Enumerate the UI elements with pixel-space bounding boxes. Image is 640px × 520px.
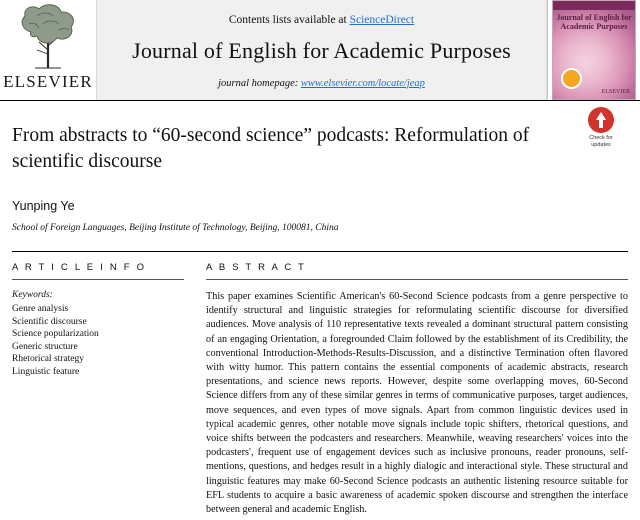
abstract-column bbox=[198, 262, 628, 517]
journal-header-center bbox=[96, 0, 547, 100]
author-affiliation: School of Foreign Languages, Beijing Institute of Technology, Beijing, 100081, China bbox=[12, 223, 339, 233]
list-item: Genre analysis bbox=[12, 304, 69, 314]
cover-orange-circle-icon bbox=[561, 68, 582, 89]
cover-elsevier-wordmark: ELSEVIER bbox=[601, 89, 630, 95]
crossmark-badge[interactable] bbox=[580, 107, 622, 148]
journal-title: Journal of English for Academic Purposes bbox=[132, 37, 511, 63]
article-info-column bbox=[12, 262, 198, 517]
crossmark-label-line2: updates bbox=[591, 141, 611, 148]
cover-journal-name: Journal of English for Academic Purposes bbox=[556, 13, 632, 31]
article-info-heading: A R T I C L E I N F O bbox=[12, 262, 147, 273]
journal-masthead bbox=[0, 0, 640, 101]
elsevier-wordmark: ELSEVIER bbox=[3, 72, 93, 91]
author-name: Yunping Ye bbox=[12, 199, 75, 213]
page-title: From abstracts to “60-second science” podcasts: Reformulation of scientific discourse bbox=[12, 125, 530, 172]
article-title-area bbox=[0, 101, 640, 233]
info-abstract-columns bbox=[0, 262, 640, 517]
crossmark-label bbox=[580, 135, 622, 148]
contents-prefix-text: Contents lists available at bbox=[228, 13, 350, 26]
section-divider bbox=[12, 251, 628, 252]
keywords-label: Keywords: bbox=[12, 290, 53, 300]
homepage-prefix-text: journal homepage: bbox=[218, 77, 301, 89]
elsevier-logo-block bbox=[0, 0, 96, 100]
journal-cover-image bbox=[552, 0, 636, 100]
abstract-rule bbox=[206, 279, 628, 280]
journal-cover-block bbox=[547, 0, 640, 100]
journal-homepage-line bbox=[218, 78, 425, 89]
contents-available-line bbox=[229, 14, 414, 26]
abstract-heading: A B S T R A C T bbox=[206, 262, 307, 273]
crossmark-label-line1: Check for bbox=[589, 135, 613, 141]
sciencedirect-link[interactable]: ScienceDirect bbox=[349, 13, 415, 26]
list-item: Linguistic feature bbox=[12, 366, 80, 377]
list-item: Generic structure bbox=[12, 341, 78, 352]
journal-homepage-link[interactable]: www.elsevier.com/locate/jeap bbox=[300, 77, 425, 89]
crossmark-icon bbox=[588, 107, 614, 133]
cover-top-bar bbox=[553, 1, 635, 10]
list-item: Scientific discourse bbox=[12, 316, 87, 327]
list-item: Rhetorical strategy bbox=[12, 354, 85, 364]
article-info-rule bbox=[12, 279, 184, 280]
keywords-list bbox=[12, 303, 184, 378]
list-item: Science popularization bbox=[12, 329, 99, 339]
elsevier-tree-icon bbox=[9, 2, 87, 70]
abstract-text: This paper examines Scientific American's 60-Second Science podcasts from a genre perspective to identify structural and linguistic strategies for reformulating scientific discourse for diversified audiences. Move analysis of 110 representative texts revealed a dominant structural pattern consisting of an engaging Orientation, a foregrounded Claim followed by the establishment of its Credibility, the conventional Introduction-Methods-Results-Discussion, and a distinctive Termination often flavored with witty humor. This pattern contains the essential components of academic abstracts, research presentations, and science news reports. However, despite some overlapping moves, 60-Second Science differs from any of these similar genres in terms of communicative purposes, target audiences, move sequences, and even types of move signals. Apart from common linguistic devices used in typical academic genres, other notable move signals include topic shifters, rhetorical questions, and voice shifts between the podcasters and researchers. Meanwhile, weaving researchers' voices into the podcasters', frequent use of engagement devices such as inclusive pronouns, reader pronouns, self-mentions, questions, and hedges result in a highly dialogic and interactional style. These structural and linguistic features may make 60-Second Science podcasts an authentic listening resource suitable for EFL students to acquire a basic awareness of academic spoken discourse and strengthen the interface between general and academic English. bbox=[206, 291, 628, 516]
